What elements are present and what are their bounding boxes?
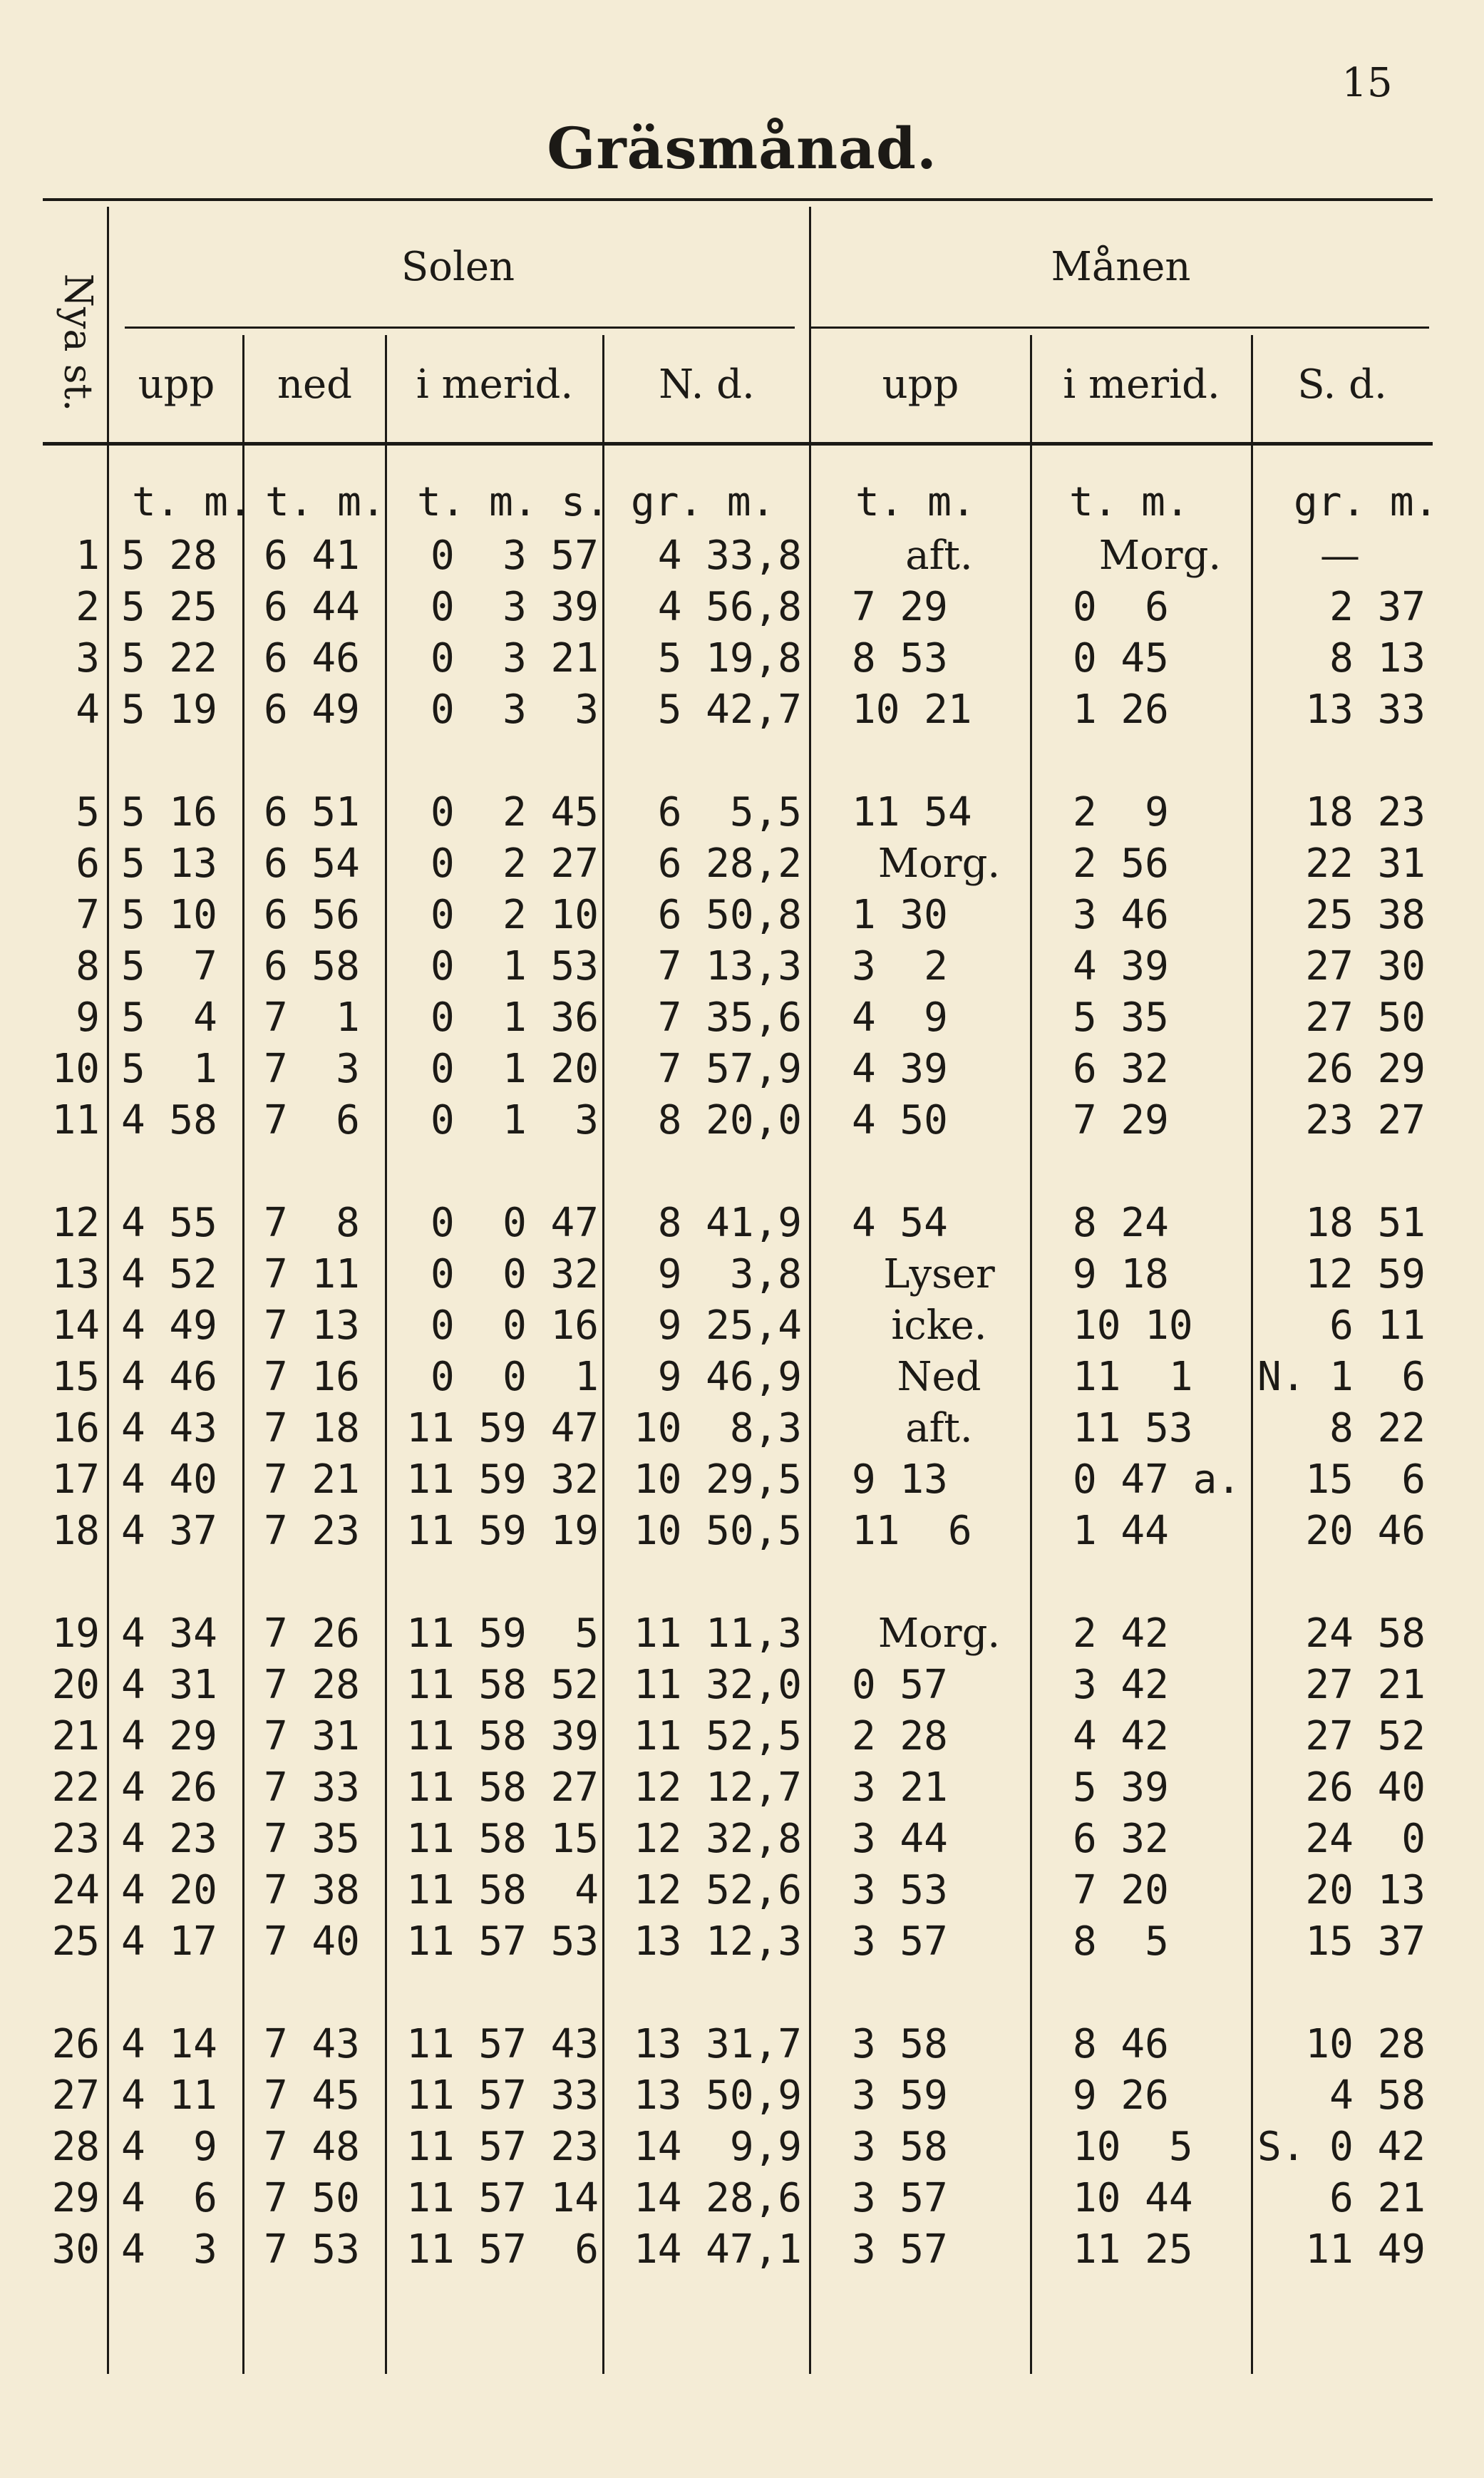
cell-sol-ned: 7 45 <box>264 2072 360 2119</box>
cell-man-merid: 5 39 <box>1073 1764 1169 1811</box>
cell-day: 6 <box>76 840 100 887</box>
cell-sol-ned: 7 18 <box>264 1405 360 1451</box>
cell-sol-merid: 0 0 1 <box>430 1354 599 1400</box>
cell-man-upp: Ned <box>897 1354 981 1400</box>
table-row <box>0 1403 1484 1454</box>
cell-sol-dekl: 10 50,5 <box>633 1508 802 1554</box>
table-row <box>0 890 1484 941</box>
cell-man-merid: 10 44 <box>1073 2175 1193 2221</box>
cell-man-upp: Morg. <box>877 1610 1001 1657</box>
cell-day: 18 <box>51 1508 100 1554</box>
cell-sol-upp: 5 19 <box>121 687 217 733</box>
cell-sol-dekl: 7 35,6 <box>657 994 802 1041</box>
cell-man-merid: 9 18 <box>1073 1251 1169 1297</box>
cell-day: 14 <box>51 1302 100 1349</box>
cell-man-upp: 3 57 <box>852 1918 948 1965</box>
unit-man-merid: t. m. <box>1069 479 1190 525</box>
cell-man-merid: 3 46 <box>1073 892 1169 938</box>
cell-man-merid: 7 29 <box>1073 1097 1169 1143</box>
cell-sol-merid: 11 57 33 <box>406 2072 599 2119</box>
cell-sol-merid: 0 3 39 <box>430 584 599 630</box>
cell-sol-merid: 0 0 32 <box>430 1251 599 1297</box>
cell-man-upp: 7 29 <box>852 584 948 630</box>
cell-day: 28 <box>51 2124 100 2170</box>
cell-sol-dekl: 14 47,1 <box>633 2226 802 2273</box>
cell-man-upp: 1 30 <box>852 892 948 938</box>
table-row <box>0 2173 1484 2224</box>
table-row <box>0 1198 1484 1249</box>
cell-sol-ned: 7 40 <box>264 1918 360 1965</box>
cell-sol-merid: 11 58 52 <box>406 1662 599 1708</box>
cell-sol-dekl: 9 25,4 <box>657 1302 802 1349</box>
cell-sol-ned: 7 31 <box>264 1713 360 1759</box>
cell-day: 17 <box>51 1456 100 1503</box>
table-row <box>0 1916 1484 1968</box>
cell-man-dekl: 27 30 <box>1305 943 1426 989</box>
cell-man-upp: aft. <box>905 1405 973 1451</box>
cell-sol-merid: 0 1 20 <box>430 1046 599 1092</box>
group-manen: Månen <box>1051 244 1191 290</box>
cell-sol-upp: 4 37 <box>121 1508 217 1554</box>
cell-man-upp: 2 28 <box>852 1713 948 1759</box>
cell-sol-merid: 11 58 15 <box>406 1816 599 1862</box>
cell-man-upp: 3 57 <box>852 2226 948 2273</box>
cell-day: 22 <box>51 1764 100 1811</box>
cell-day: 29 <box>51 2175 100 2221</box>
cell-man-upp: Morg. <box>877 840 1001 887</box>
cell-sol-merid: 11 58 4 <box>406 1867 599 1913</box>
table-row <box>0 1249 1484 1300</box>
solen-group-rule <box>125 327 795 329</box>
cell-sol-dekl: 12 52,6 <box>633 1867 802 1913</box>
table-row <box>0 530 1484 582</box>
unit-sol-merid: t. m. s. <box>417 479 609 525</box>
cell-sol-ned: 6 58 <box>264 943 360 989</box>
cell-sol-ned: 7 8 <box>264 1200 360 1246</box>
cell-sol-dekl: 13 31,7 <box>633 2021 802 2067</box>
cell-sol-ned: 7 21 <box>264 1456 360 1503</box>
cell-sol-ned: 6 44 <box>264 584 360 630</box>
cell-sol-ned: 7 38 <box>264 1867 360 1913</box>
cell-man-dekl: 18 23 <box>1305 789 1426 836</box>
cell-man-upp: 3 53 <box>852 1867 948 1913</box>
cell-sol-dekl: 10 8,3 <box>633 1405 802 1451</box>
cell-man-upp: 4 9 <box>852 994 948 1041</box>
cell-sol-ned: 6 41 <box>264 533 360 579</box>
table-row <box>0 1454 1484 1506</box>
page-number: 15 <box>1341 60 1393 106</box>
cell-sol-dekl: 11 32,0 <box>633 1662 802 1708</box>
cell-man-upp: 3 58 <box>852 2021 948 2067</box>
cell-sol-dekl: 10 29,5 <box>633 1456 802 1503</box>
cell-sol-merid: 11 59 5 <box>406 1610 599 1657</box>
cell-sol-dekl: 11 52,5 <box>633 1713 802 1759</box>
cell-sol-merid: 0 0 16 <box>430 1302 599 1349</box>
header-sol-merid: i merid. <box>416 361 574 408</box>
cell-man-upp: icke. <box>891 1302 987 1349</box>
unit-man-upp: t. m. <box>855 479 976 525</box>
cell-sol-upp: 4 6 <box>121 2175 217 2221</box>
cell-man-dekl: 8 13 <box>1329 635 1426 682</box>
table-row <box>0 1865 1484 1916</box>
cell-sol-dekl: 9 3,8 <box>657 1251 802 1297</box>
cell-sol-dekl: 6 28,2 <box>657 840 802 887</box>
cell-sol-dekl: 4 56,8 <box>657 584 802 630</box>
cell-sol-upp: 5 13 <box>121 840 217 887</box>
table-row <box>0 684 1484 736</box>
cell-sol-dekl: 12 12,7 <box>633 1764 802 1811</box>
cell-man-dekl: 6 11 <box>1329 1302 1426 1349</box>
cell-sol-merid: 0 3 57 <box>430 533 599 579</box>
cell-day: 12 <box>51 1200 100 1246</box>
cell-sol-merid: 11 59 32 <box>406 1456 599 1503</box>
header-man-dekl: S. d. <box>1297 361 1387 408</box>
cell-sol-merid: 0 2 10 <box>430 892 599 938</box>
cell-day: 13 <box>51 1251 100 1297</box>
table-row <box>0 1506 1484 1557</box>
cell-day: 21 <box>51 1713 100 1759</box>
cell-sol-upp: 5 25 <box>121 584 217 630</box>
cell-sol-ned: 7 6 <box>264 1097 360 1143</box>
cell-sol-dekl: 11 11,3 <box>633 1610 802 1657</box>
cell-man-dekl: 27 50 <box>1305 994 1426 1041</box>
cell-sol-ned: 7 35 <box>264 1816 360 1862</box>
table-row <box>0 787 1484 838</box>
cell-sol-dekl: 5 42,7 <box>657 687 802 733</box>
cell-man-dekl: 15 6 <box>1305 1456 1426 1503</box>
cell-man-upp: 3 21 <box>852 1764 948 1811</box>
cell-day: 8 <box>76 943 100 989</box>
cell-sol-dekl: 13 50,9 <box>633 2072 802 2119</box>
cell-man-upp: 10 21 <box>852 687 972 733</box>
cell-day: 15 <box>51 1354 100 1400</box>
table-row <box>0 1711 1484 1762</box>
table-row <box>0 838 1484 890</box>
cell-man-merid: 5 35 <box>1073 994 1169 1041</box>
cell-man-dekl: 8 22 <box>1329 1405 1426 1451</box>
cell-man-dekl: 12 59 <box>1305 1251 1426 1297</box>
cell-sol-upp: 4 20 <box>121 1867 217 1913</box>
cell-man-dekl: — <box>1320 533 1360 579</box>
cell-sol-upp: 4 9 <box>121 2124 217 2170</box>
cell-man-merid: 2 9 <box>1073 789 1169 836</box>
table-row <box>0 1608 1484 1660</box>
cell-man-merid: 0 6 <box>1073 584 1169 630</box>
cell-sol-merid: 0 2 27 <box>430 840 599 887</box>
cell-sol-merid: 11 58 39 <box>406 1713 599 1759</box>
cell-man-dekl: 10 28 <box>1305 2021 1426 2067</box>
cell-sol-upp: 4 58 <box>121 1097 217 1143</box>
cell-sol-upp: 4 29 <box>121 1713 217 1759</box>
manen-group-rule <box>809 327 1429 329</box>
table-row <box>0 633 1484 684</box>
cell-sol-upp: 4 3 <box>121 2226 217 2273</box>
cell-man-upp: 4 39 <box>852 1046 948 1092</box>
cell-man-merid: 3 42 <box>1073 1662 1169 1708</box>
cell-sol-dekl: 9 46,9 <box>657 1354 802 1400</box>
cell-man-dekl: 15 37 <box>1305 1918 1426 1965</box>
cell-man-dekl: 24 58 <box>1305 1610 1426 1657</box>
table-row <box>0 941 1484 992</box>
cell-sol-upp: 4 17 <box>121 1918 217 1965</box>
cell-man-dekl: 22 31 <box>1305 840 1426 887</box>
table-row <box>0 2122 1484 2173</box>
cell-day: 5 <box>76 789 100 836</box>
cell-man-merid: 10 10 <box>1073 1302 1193 1349</box>
cell-man-upp: 11 54 <box>852 789 972 836</box>
header-sol-ned: ned <box>277 361 353 408</box>
cell-man-dekl: 2 37 <box>1329 584 1426 630</box>
cell-sol-dekl: 7 57,9 <box>657 1046 802 1092</box>
cell-day: 10 <box>51 1046 100 1092</box>
cell-day: 9 <box>76 994 100 1041</box>
cell-man-upp: 4 50 <box>852 1097 948 1143</box>
cell-day: 25 <box>51 1918 100 1965</box>
table-row <box>0 2019 1484 2070</box>
cell-sol-upp: 5 4 <box>121 994 217 1041</box>
cell-man-merid: 11 25 <box>1073 2226 1193 2273</box>
header-man-upp: upp <box>882 361 959 408</box>
table-row <box>0 1762 1484 1814</box>
header-sol-dekl: N. d. <box>659 361 755 408</box>
cell-sol-dekl: 4 33,8 <box>657 533 802 579</box>
cell-man-merid: 0 45 <box>1073 635 1169 682</box>
cell-man-dekl: 24 0 <box>1305 1816 1426 1862</box>
cell-day: 24 <box>51 1867 100 1913</box>
cell-sol-ned: 6 51 <box>264 789 360 836</box>
cell-man-merid: 8 24 <box>1073 1200 1169 1246</box>
cell-sol-ned: 7 48 <box>264 2124 360 2170</box>
cell-sol-dekl: 8 20,0 <box>657 1097 802 1143</box>
cell-sol-upp: 5 1 <box>121 1046 217 1092</box>
cell-sol-ned: 7 53 <box>264 2226 360 2273</box>
cell-day: 11 <box>51 1097 100 1143</box>
cell-sol-dekl: 14 28,6 <box>633 2175 802 2221</box>
cell-sol-ned: 7 11 <box>264 1251 360 1297</box>
cell-sol-upp: 5 10 <box>121 892 217 938</box>
cell-sol-merid: 11 57 53 <box>406 1918 599 1965</box>
cell-sol-ned: 7 50 <box>264 2175 360 2221</box>
cell-sol-dekl: 12 32,8 <box>633 1816 802 1862</box>
table-row <box>0 992 1484 1044</box>
table-row <box>0 1660 1484 1711</box>
cell-man-dekl: 26 29 <box>1305 1046 1426 1092</box>
cell-man-upp: 9 13 <box>852 1456 948 1503</box>
side-label <box>36 221 121 463</box>
side-label-text: Nya st. <box>56 273 101 411</box>
cell-sol-merid: 0 3 3 <box>430 687 599 733</box>
cell-sol-ned: 6 49 <box>264 687 360 733</box>
cell-day: 2 <box>76 584 100 630</box>
cell-man-merid: 4 39 <box>1073 943 1169 989</box>
cell-sol-merid: 0 3 21 <box>430 635 599 682</box>
cell-sol-merid: 11 57 6 <box>406 2226 599 2273</box>
cell-sol-upp: 4 52 <box>121 1251 217 1297</box>
cell-day: 7 <box>76 892 100 938</box>
cell-sol-ned: 7 23 <box>264 1508 360 1554</box>
cell-day: 1 <box>76 533 100 579</box>
cell-sol-ned: 7 33 <box>264 1764 360 1811</box>
group-solen: Solen <box>401 244 515 290</box>
cell-sol-merid: 0 1 53 <box>430 943 599 989</box>
cell-man-dekl: 20 46 <box>1305 1508 1426 1554</box>
cell-day: 26 <box>51 2021 100 2067</box>
cell-sol-dekl: 6 50,8 <box>657 892 802 938</box>
table-row <box>0 1352 1484 1403</box>
header-bottom-rule <box>43 442 1433 446</box>
cell-man-dekl: 4 58 <box>1329 2072 1426 2119</box>
unit-sol-upp: t. m. <box>132 479 252 525</box>
cell-man-merid: 10 5 <box>1073 2124 1193 2170</box>
cell-sol-dekl: 6 5,5 <box>657 789 802 836</box>
header-sol-upp: upp <box>138 361 215 408</box>
cell-sol-merid: 11 59 19 <box>406 1508 599 1554</box>
cell-man-merid: 6 32 <box>1073 1046 1169 1092</box>
cell-sol-upp: 4 23 <box>121 1816 217 1862</box>
cell-man-merid: 11 53 <box>1073 1405 1193 1451</box>
cell-sol-dekl: 8 41,9 <box>657 1200 802 1246</box>
cell-sol-ned: 6 46 <box>264 635 360 682</box>
cell-man-dekl: 27 52 <box>1305 1713 1426 1759</box>
unit-man-dekl: gr. m. <box>1294 479 1438 525</box>
cell-man-upp: 3 2 <box>852 943 948 989</box>
cell-sol-merid: 11 57 14 <box>406 2175 599 2221</box>
cell-sol-merid: 11 57 43 <box>406 2021 599 2067</box>
cell-sol-dekl: 14 9,9 <box>633 2124 802 2170</box>
cell-man-upp: 11 6 <box>852 1508 972 1554</box>
cell-man-dekl: 26 40 <box>1305 1764 1426 1811</box>
cell-man-merid: Morg. <box>1098 533 1222 579</box>
cell-man-merid: 6 32 <box>1073 1816 1169 1862</box>
cell-day: 23 <box>51 1816 100 1862</box>
cell-sol-upp: 5 7 <box>121 943 217 989</box>
cell-sol-merid: 0 1 36 <box>430 994 599 1041</box>
cell-man-merid: 1 26 <box>1073 687 1169 733</box>
table-row <box>0 2224 1484 2276</box>
cell-sol-upp: 4 46 <box>121 1354 217 1400</box>
cell-man-dekl: 6 21 <box>1329 2175 1426 2221</box>
cell-sol-merid: 0 0 47 <box>430 1200 599 1246</box>
cell-man-merid: 2 42 <box>1073 1610 1169 1657</box>
cell-sol-upp: 4 40 <box>121 1456 217 1503</box>
header-man-merid: i merid. <box>1063 361 1220 408</box>
cell-man-upp: aft. <box>905 533 973 579</box>
cell-sol-upp: 4 26 <box>121 1764 217 1811</box>
cell-man-merid: 0 47 a. <box>1073 1456 1242 1503</box>
cell-man-dekl: 20 13 <box>1305 1867 1426 1913</box>
cell-man-dekl: 18 51 <box>1305 1200 1426 1246</box>
cell-sol-ned: 6 54 <box>264 840 360 887</box>
cell-man-upp: 4 54 <box>852 1200 948 1246</box>
cell-sol-merid: 0 1 3 <box>430 1097 599 1143</box>
cell-man-upp: 0 57 <box>852 1662 948 1708</box>
cell-sol-dekl: 7 13,3 <box>657 943 802 989</box>
cell-man-dekl: 23 27 <box>1305 1097 1426 1143</box>
cell-sol-upp: 4 34 <box>121 1610 217 1657</box>
cell-sol-merid: 11 57 23 <box>406 2124 599 2170</box>
cell-man-dekl: S. 0 42 <box>1257 2124 1426 2170</box>
cell-man-merid: 8 46 <box>1073 2021 1169 2067</box>
cell-sol-upp: 5 22 <box>121 635 217 682</box>
cell-sol-merid: 0 2 45 <box>430 789 599 836</box>
cell-sol-upp: 4 31 <box>121 1662 217 1708</box>
cell-man-upp: Lyser <box>883 1251 995 1297</box>
cell-man-merid: 8 5 <box>1073 1918 1169 1965</box>
cell-man-upp: 3 59 <box>852 2072 948 2119</box>
cell-day: 27 <box>51 2072 100 2119</box>
cell-day: 20 <box>51 1662 100 1708</box>
cell-sol-ned: 7 43 <box>264 2021 360 2067</box>
cell-man-merid: 9 26 <box>1073 2072 1169 2119</box>
table-row <box>0 1044 1484 1095</box>
cell-man-upp: 3 44 <box>852 1816 948 1862</box>
page-title: Gräsmånad. <box>547 115 937 182</box>
cell-sol-upp: 4 49 <box>121 1302 217 1349</box>
cell-sol-upp: 5 16 <box>121 789 217 836</box>
cell-man-merid: 2 56 <box>1073 840 1169 887</box>
cell-sol-merid: 11 58 27 <box>406 1764 599 1811</box>
table-row <box>0 1814 1484 1865</box>
cell-man-upp: 8 53 <box>852 635 948 682</box>
unit-sol-dekl: gr. m. <box>631 479 776 525</box>
cell-day: 16 <box>51 1405 100 1451</box>
cell-man-dekl: 25 38 <box>1305 892 1426 938</box>
cell-sol-ned: 7 26 <box>264 1610 360 1657</box>
cell-sol-merid: 11 59 47 <box>406 1405 599 1451</box>
cell-sol-ned: 7 16 <box>264 1354 360 1400</box>
cell-man-dekl: 13 33 <box>1305 687 1426 733</box>
cell-man-merid: 4 42 <box>1073 1713 1169 1759</box>
cell-man-merid: 1 44 <box>1073 1508 1169 1554</box>
top-rule <box>43 198 1433 201</box>
cell-sol-ned: 7 28 <box>264 1662 360 1708</box>
cell-sol-dekl: 5 19,8 <box>657 635 802 682</box>
cell-sol-ned: 6 56 <box>264 892 360 938</box>
cell-man-dekl: N. 1 6 <box>1257 1354 1426 1400</box>
table-row <box>0 2070 1484 2122</box>
cell-sol-upp: 5 28 <box>121 533 217 579</box>
cell-day: 19 <box>51 1610 100 1657</box>
cell-man-merid: 11 1 <box>1073 1354 1193 1400</box>
cell-day: 3 <box>76 635 100 682</box>
cell-sol-dekl: 13 12,3 <box>633 1918 802 1965</box>
table-row <box>0 1095 1484 1146</box>
cell-man-upp: 3 58 <box>852 2124 948 2170</box>
cell-sol-upp: 4 11 <box>121 2072 217 2119</box>
table-row <box>0 1300 1484 1352</box>
cell-sol-ned: 7 13 <box>264 1302 360 1349</box>
cell-sol-upp: 4 55 <box>121 1200 217 1246</box>
cell-man-merid: 7 20 <box>1073 1867 1169 1913</box>
cell-sol-upp: 4 43 <box>121 1405 217 1451</box>
cell-man-upp: 3 57 <box>852 2175 948 2221</box>
unit-sol-ned: t. m. <box>265 479 386 525</box>
cell-day: 30 <box>51 2226 100 2273</box>
table-row <box>0 582 1484 633</box>
cell-day: 4 <box>76 687 100 733</box>
cell-sol-ned: 7 3 <box>264 1046 360 1092</box>
cell-sol-ned: 7 1 <box>264 994 360 1041</box>
cell-man-dekl: 27 21 <box>1305 1662 1426 1708</box>
cell-sol-upp: 4 14 <box>121 2021 217 2067</box>
cell-man-dekl: 11 49 <box>1305 2226 1426 2273</box>
